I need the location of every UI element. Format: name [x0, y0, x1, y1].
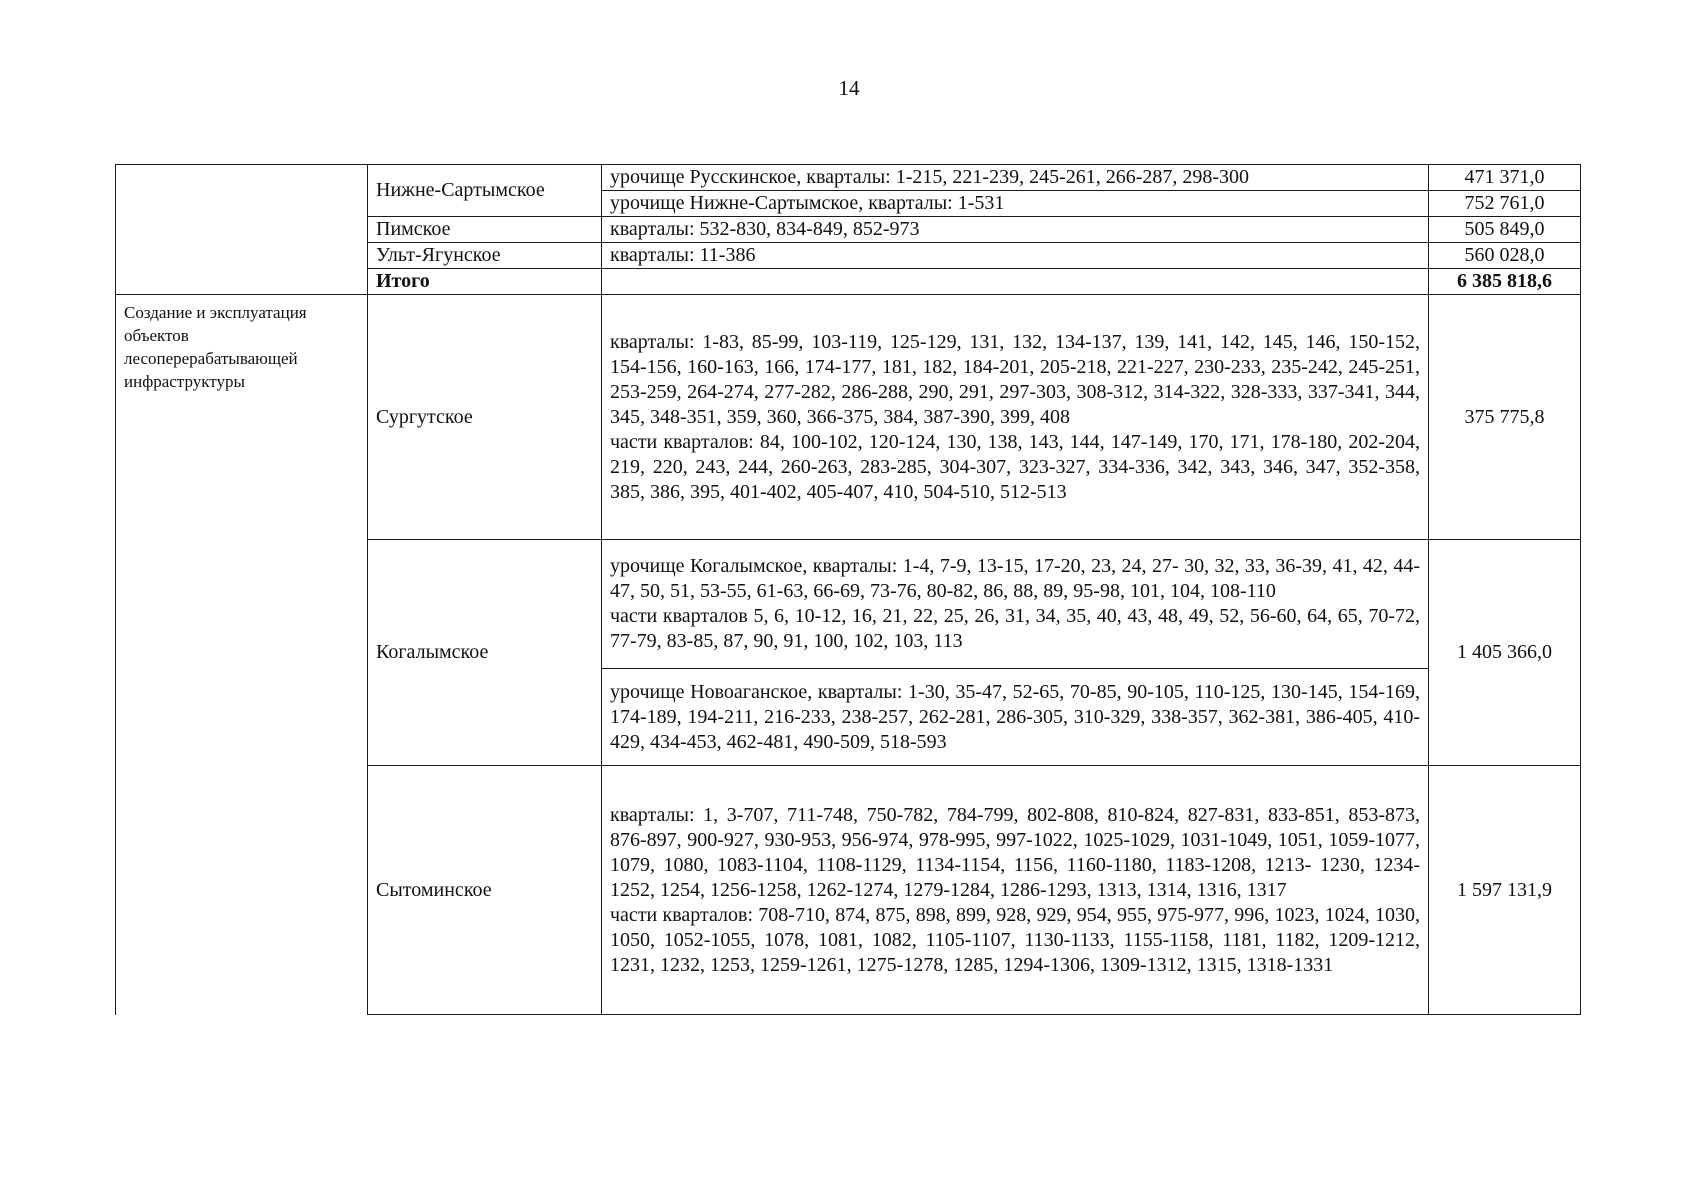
quarter-parts-list: части кварталов: 708-710, 874, 875, 898, 899, 928, 929, 954, 955, 975-977, 996, 1023, 1024, 1030, 1050, 1052-1055, 1078, 1081, 1082, 1105-1107, 1130-1133, 1155-1158, 1181, 1182, 1209-1212, 1231, 1232, 1253, 1259-1261, 1275-1278, 1285, 1294-1306, 1309-1312, 1315, 1318-1331	[610, 903, 1420, 976]
area-cell: 375 775,8	[1429, 295, 1581, 540]
page-number: 14	[838, 76, 860, 100]
forest-land-table	[115, 164, 1581, 1015]
quarters-list: кварталы: 1, 3-707, 711-748, 750-782, 784-799, 802-808, 810-824, 827-831, 833-851, 853-873, 876-897, 900-927, 930-953, 956-974, 978-995, 997-1022, 1025-1029, 1031-1049, 1051, 1059-1077, 1079, 1080, 1083-1104, 1108-1129, 1134-1154, 1156, 1160-1180, 1183-1208, 1213- 1230, 1234-1252, 1254, 1256-1258, 1262-1274, 1279-1284, 1286-1293, 1313, 1314, 1316, 1317	[610, 803, 1420, 901]
purpose-cell: Создание и эксплуатация объектов лесоперерабатывающей инфраструктуры	[116, 295, 368, 1015]
forestry-name-cell: Ульт-Ягунское	[368, 243, 602, 269]
area-cell: 560 028,0	[1429, 243, 1581, 269]
forestry-name-cell: Когалымское	[368, 540, 602, 766]
area-cell: 471 371,0	[1429, 165, 1581, 191]
quarters-cell: урочище Новоаганское, кварталы: 1-30, 35-47, 52-65, 70-85, 90-105, 110-125, 130-145, 154-169, 174-189, 194-211, 216-233, 238-257, 262-281, 286-305, 310-329, 338-357, 362-381, 386-405, 410-429, 434-453, 462-481, 490-509, 518-593	[602, 669, 1429, 766]
forestry-name-cell: Сытоминское	[368, 766, 602, 1015]
quarters-list: урочище Когалымское, кварталы: 1-4, 7-9, 13-15, 17-20, 23, 24, 27- 30, 32, 33, 36-39, 41, 42, 44-47, 50, 51, 53-55, 61-63, 66-69, 73-76, 80-82, 86, 88, 89, 95-98, 101, 104, 108-110	[610, 555, 1420, 602]
forestry-name-cell: Сургутское	[368, 295, 602, 540]
quarters-list: кварталы: 1-83, 85-99, 103-119, 125-129, 131, 132, 134-137, 139, 141, 142, 145, 146, 150-152, 154-156, 160-163, 166, 174-177, 181, 182, 184-201, 205-218, 221-227, 230-233, 235-242, 245-251, 253-259, 264-274, 277-282, 286-288, 290, 291, 297-303, 308-312, 314-322, 328-333, 337-341, 344, 345, 348-351, 359, 360, 366-375, 384, 387-390, 399, 408	[610, 330, 1420, 428]
forestry-name-cell: Пимское	[368, 217, 602, 243]
forestry-name-cell: Нижне-Сартымское	[368, 165, 602, 217]
table-row	[116, 295, 1581, 540]
purpose-cell-empty	[116, 165, 368, 295]
quarters-cell: урочище Русскинское, кварталы: 1-215, 221-239, 245-261, 266-287, 298-300	[602, 165, 1429, 191]
total-empty-cell	[602, 269, 1429, 295]
quarters-cell: урочище Нижне-Сартымское, кварталы: 1-531	[602, 191, 1429, 217]
quarter-parts-list: части кварталов 5, 6, 10-12, 16, 21, 22, 25, 26, 31, 34, 35, 40, 43, 48, 49, 52, 56-60, 64, 65, 70-72, 77-79, 83-85, 87, 90, 91, 100, 102, 103, 113	[610, 605, 1420, 652]
quarter-parts-list: части кварталов: 84, 100-102, 120-124, 130, 138, 143, 144, 147-149, 170, 171, 178-180, 202-204, 219, 220, 243, 244, 260-263, 283-285, 304-307, 323-327, 334-336, 342, 343, 346, 347, 352-358, 385, 386, 395, 401-402, 405-407, 410, 504-510, 512-513	[610, 430, 1420, 503]
table-row	[116, 165, 1581, 191]
quarters-cell	[602, 540, 1429, 669]
area-cell: 1 405 366,0	[1429, 540, 1581, 766]
area-cell: 752 761,0	[1429, 191, 1581, 217]
total-area: 6 385 818,6	[1429, 269, 1581, 295]
quarters-cell	[602, 295, 1429, 540]
quarters-cell	[602, 766, 1429, 1015]
quarters-cell: кварталы: 532-830, 834-849, 852-973	[602, 217, 1429, 243]
area-cell: 505 849,0	[1429, 217, 1581, 243]
area-cell: 1 597 131,9	[1429, 766, 1581, 1015]
quarters-cell: кварталы: 11-386	[602, 243, 1429, 269]
total-label: Итого	[368, 269, 602, 295]
